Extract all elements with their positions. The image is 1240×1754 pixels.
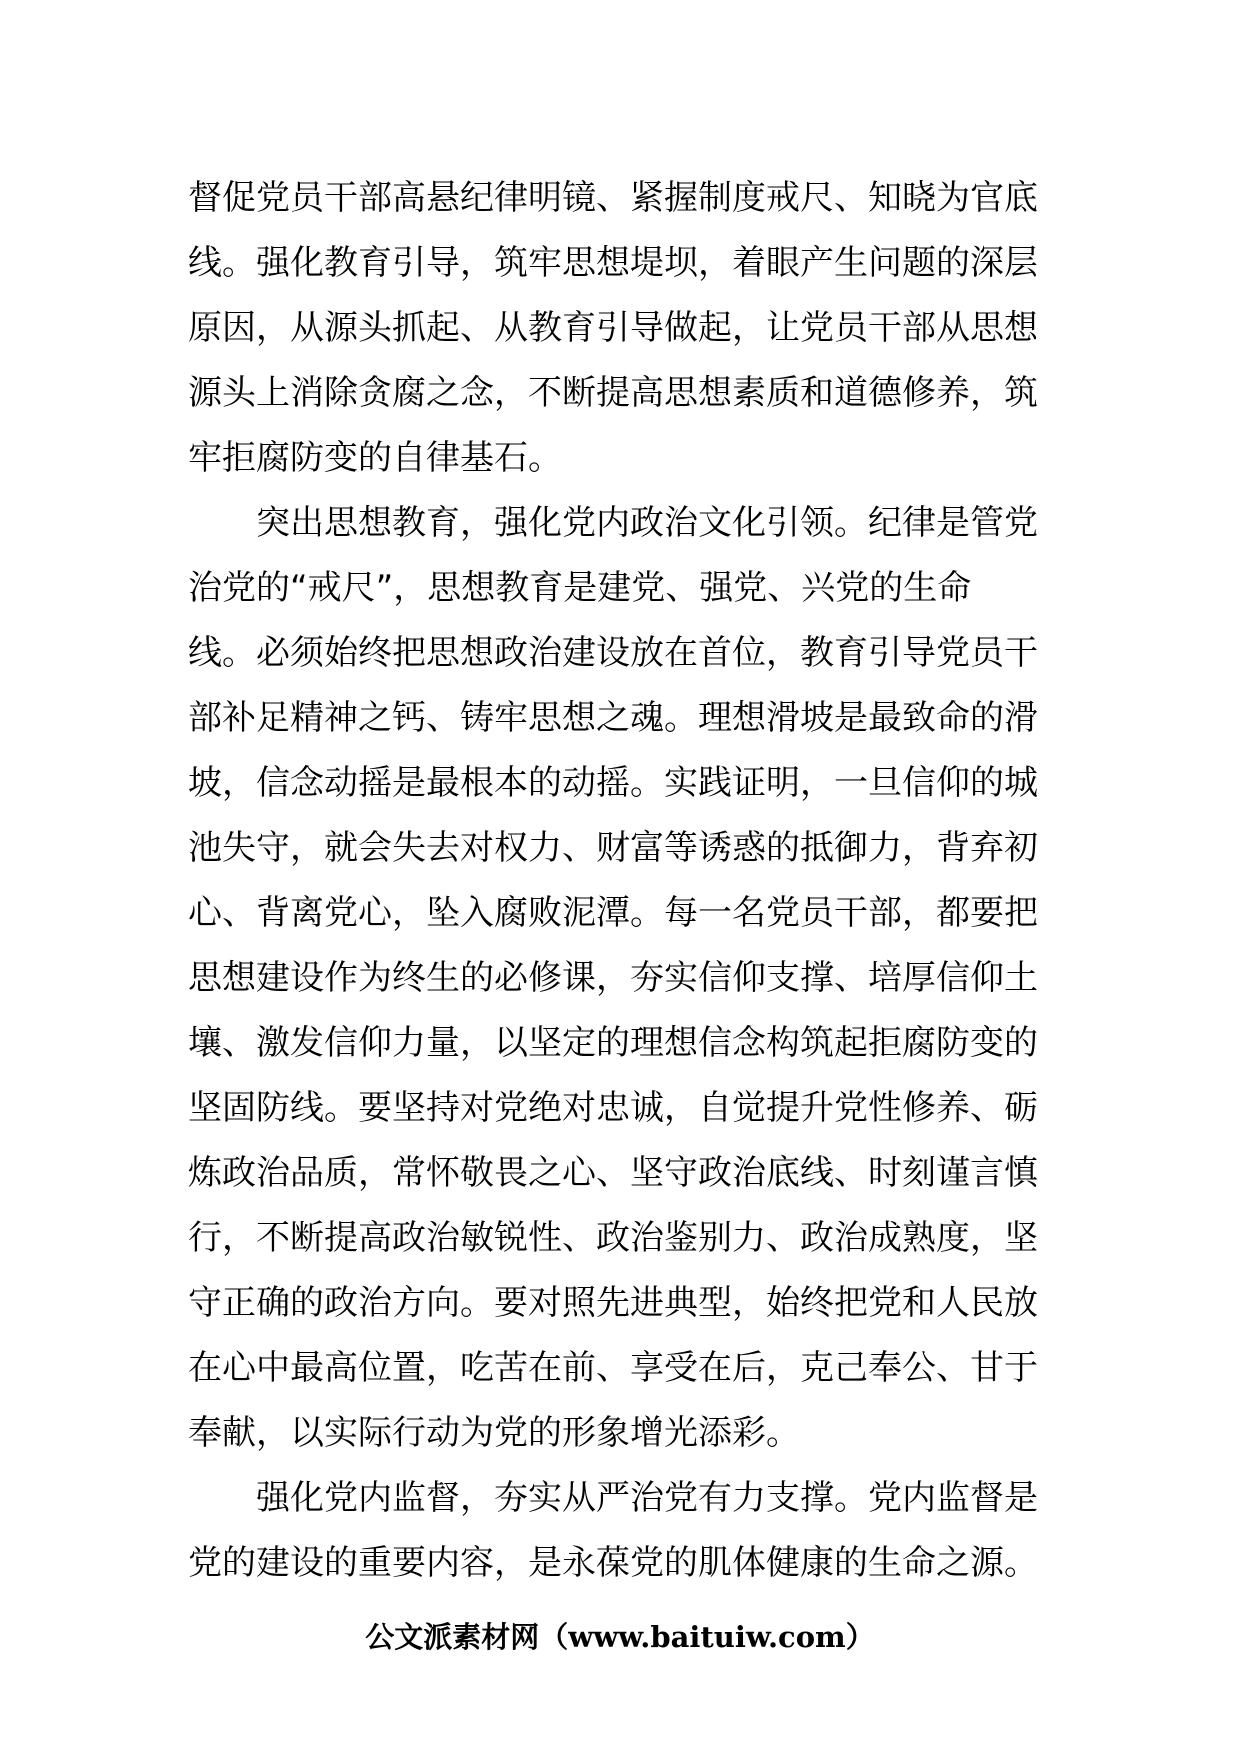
text-line: 奉献，以实际行动为党的形象增光添彩。 <box>188 1413 800 1453</box>
text-line: 池失守，就会失去对权力、财富等诱惑的抵御力，背弃初 <box>188 828 1038 868</box>
text-line: 党的建设的重要内容，是永葆党的肌体健康的生命之源。 <box>188 1543 1038 1583</box>
text-line: 原因，从源头抓起、从教育引导做起，让党员干部从思想 <box>188 308 1038 348</box>
text-line: 思想建设作为终生的必修课，夯实信仰支撑、培厚信仰土 <box>188 958 1038 998</box>
text-line: 源头上消除贪腐之念，不断提高思想素质和道德修养，筑 <box>188 373 1038 413</box>
text-line: 牢拒腐防变的自律基石。 <box>188 438 562 478</box>
text-line: 强化党内监督，夯实从严治党有力支撑。党内监督是 <box>188 1478 1038 1518</box>
footer-watermark: 公文派素材网（www.baituiw.com） <box>365 1620 875 1654</box>
text-line: 心、背离党心，坠入腐败泥潭。每一名党员干部，都要把 <box>188 893 1038 933</box>
text-line: 突出思想教育，强化党内政治文化引领。纪律是管党 <box>188 503 1038 543</box>
text-line: 部补足精神之钙、铸牢思想之魂。理想滑坡是最致命的滑 <box>188 698 1038 738</box>
text-line: 在心中最高位置，吃苦在前、享受在后，克己奉公、甘于 <box>188 1348 1038 1388</box>
text-line: 线。必须始终把思想政治建设放在首位，教育引导党员干 <box>188 633 1038 673</box>
text-line: 坡，信念动摇是最根本的动摇。实践证明，一旦信仰的城 <box>188 763 1038 803</box>
body-text <box>188 166 1052 1596</box>
text-line: 坚固防线。要坚持对党绝对忠诚，自觉提升党性修养、砺 <box>188 1088 1038 1128</box>
text-line: 壤、激发信仰力量，以坚定的理想信念构筑起拒腐防变的 <box>188 1023 1038 1063</box>
text-line: 督促党员干部高悬纪律明镜、紧握制度戒尺、知晓为官底 <box>188 178 1038 218</box>
text-line: 守正确的政治方向。要对照先进典型，始终把党和人民放 <box>188 1283 1038 1323</box>
text-line: 炼政治品质，常怀敬畏之心、坚守政治底线、时刻谨言慎 <box>188 1153 1038 1193</box>
text-line: 治党的“戒尺”，思想教育是建党、强党、兴党的生命 <box>188 568 972 608</box>
text-line: 线。强化教育引导，筑牢思想堤坝，着眼产生问题的深层 <box>188 243 1038 283</box>
text-line: 行，不断提高政治敏锐性、政治鉴别力、政治成熟度，坚 <box>188 1218 1038 1258</box>
